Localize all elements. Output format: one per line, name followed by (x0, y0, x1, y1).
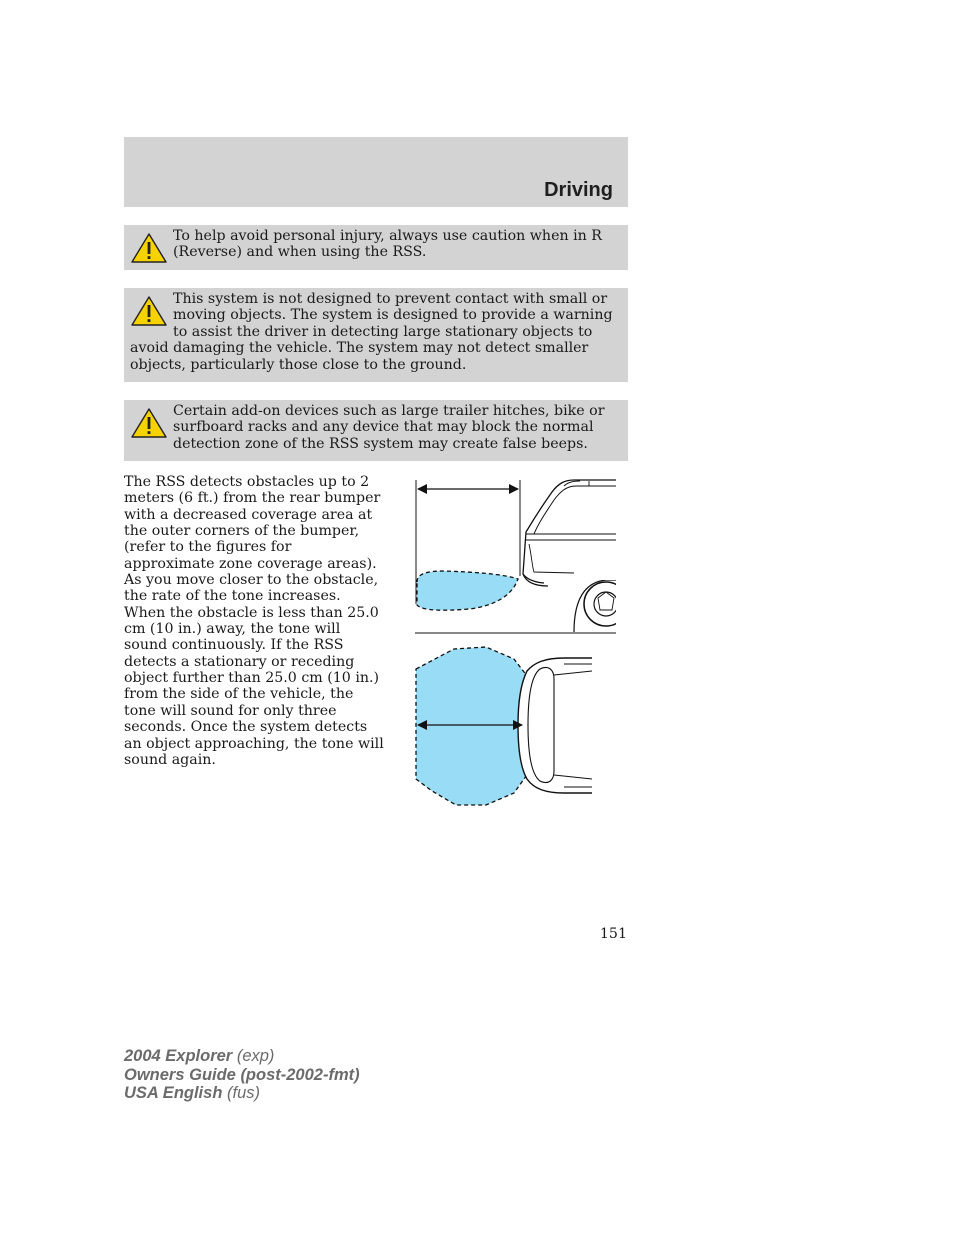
vehicle-rear-window (534, 486, 616, 534)
footer-line-2: Owners Guide (post-2002-fmt) (124, 1065, 360, 1084)
rss-description-paragraph: The RSS detects obstacles up to 2 meters (6 ft.) from the rear bumper with a decreased coverage area at the outer corners of the bumper, (refer to the figures for approximate zone coverage areas). As you move closer to the obstacle, the rate of the tone increases. When the obstacle is less than 25.0 cm (10 in.) away, the tone will sound continuously. If the RSS detects a stationary or receding object further than 25.0 cm (10 in.) from the side of the vehicle, the tone will sound for only three seconds. Once the system detects an object approaching, the tone will sound again. (124, 474, 384, 768)
detection-zone-top (416, 647, 534, 805)
wheel-arch (574, 580, 616, 632)
vehicle-roof-rack (564, 481, 589, 486)
rss-top-view-diagram (414, 645, 594, 809)
footer-line-3: USA English (fus) (124, 1084, 260, 1102)
vehicle-rear-outline (523, 480, 616, 583)
rear-bumper (523, 574, 548, 586)
vehicle-body-lines (526, 534, 616, 573)
warning-text-1: To help avoid personal injury, always use caution when in R (Reverse) and when using the RSS. (173, 228, 602, 261)
section-header-band (124, 137, 628, 207)
rss-side-view-diagram (414, 478, 616, 638)
warning-box-3 (124, 400, 628, 461)
warning-text-2: This system is not designed to prevent contact with small or moving objects. The system is designed to provide a warning to assist the driver in detecting large stationary objects to avoid damaging the vehicle. The system may not detect smaller objects, particularly those close to the ground. (130, 291, 613, 373)
section-title: Driving (544, 179, 613, 201)
detection-zone (417, 571, 518, 610)
warning-box-1 (124, 225, 628, 270)
warning-triangle-icon (130, 295, 168, 327)
warning-text-3: Certain add-on devices such as large trailer hitches, bike or surfboard racks and any device that may block the normal detection zone of the RSS system may create false beeps. (173, 403, 605, 452)
warning-box-2 (124, 288, 628, 382)
warning-triangle-icon (130, 407, 168, 439)
page-number: 151 (599, 926, 627, 942)
rear-wheel (584, 582, 616, 626)
warning-triangle-icon (130, 232, 168, 264)
document-footer (124, 1047, 360, 1103)
vehicle-top-outline (518, 658, 592, 793)
footer-line-1: 2004 Explorer (exp) (124, 1047, 275, 1065)
wheel-spokes (598, 592, 614, 610)
